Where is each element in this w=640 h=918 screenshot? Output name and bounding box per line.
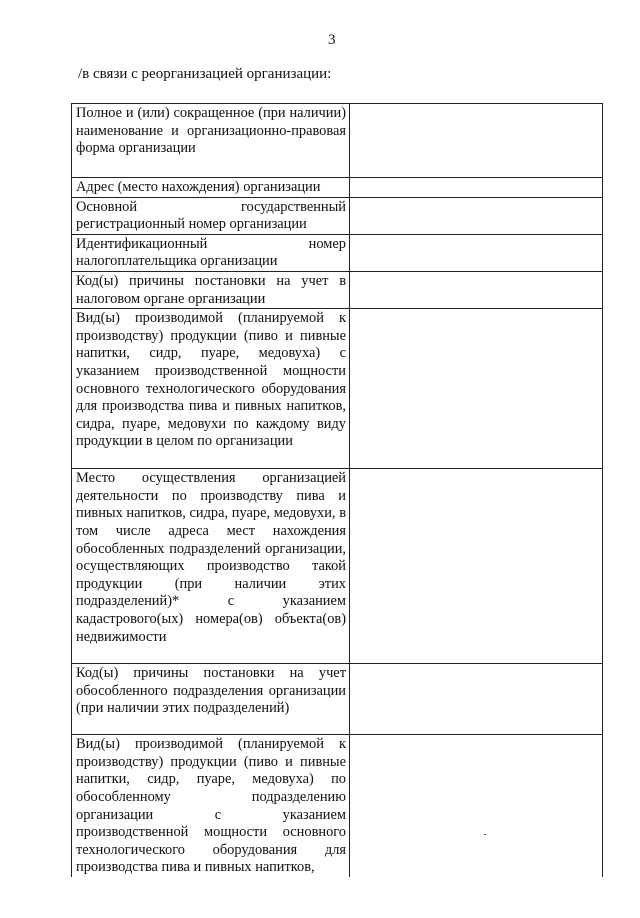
row-value-kpp[interactable] <box>350 271 603 308</box>
table-row <box>72 234 603 271</box>
table-row <box>72 735 603 877</box>
intro-text: /в связи с реорганизацией организации: <box>78 66 332 82</box>
table-row <box>72 469 603 664</box>
row-label-ogrn: Основной государственный регистрационный номер организации <box>72 197 350 234</box>
row-value-product-types[interactable] <box>350 309 603 469</box>
row-value-inn[interactable] <box>350 234 603 271</box>
row-value-address[interactable] <box>350 178 603 198</box>
row-value-branch-product-types[interactable] <box>350 735 603 877</box>
row-value-production-place[interactable] <box>350 469 603 664</box>
row-label-branch-product-types: Вид(ы) производимой (планируемой к производству) продукции (пиво и пивные напитки, сидр, пуаре, медовуха) по обособленному подразделению организации с указанием производственной мощности основного технологического оборудования для производства пива и пивных напитков, <box>72 735 350 877</box>
table-row <box>72 271 603 308</box>
organization-info-table <box>71 103 603 877</box>
row-label-product-types: Вид(ы) производимой (планируемой к производству) продукции (пиво и пивные напитки, сидр, пуаре, медовуха) с указанием производственной мощности основного технологического оборудования для производства пива и пивных напитков, сидра, пуаре, медовухи по каждому виду продукции в целом по организации <box>72 309 350 469</box>
row-label-full-name: Полное и (или) сокращенное (при наличии) наименование и организационно-правовая форма организации <box>72 104 350 178</box>
table-row <box>72 197 603 234</box>
table-row <box>72 309 603 469</box>
table-row <box>72 104 603 178</box>
form-table-wrapper <box>71 103 603 918</box>
row-value-ogrn[interactable] <box>350 197 603 234</box>
row-label-branch-kpp: Код(ы) причины постановки на учет обособленного подразделения организации (при наличии этих подразделений) <box>72 664 350 735</box>
scan-speck <box>484 834 486 835</box>
row-label-kpp: Код(ы) причины постановки на учет в налоговом органе организации <box>72 271 350 308</box>
row-value-branch-kpp[interactable] <box>350 664 603 735</box>
row-label-address: Адрес (место нахождения) организации <box>72 178 350 198</box>
row-label-inn: Идентификационный номер налогоплательщика организации <box>72 234 350 271</box>
table-row <box>72 664 603 735</box>
row-label-production-place: Место осуществления организацией деятельности по производству пива и пивных напитков, сидра, пуаре, медовухи, в том числе адреса мест нахождения обособленных подразделений организации, осуществляющих производство такой продукции (при наличии этих подразделений)* с указанием кадастрового(ых) номера(ов) объекта(ов) недвижимости <box>72 469 350 664</box>
row-value-full-name[interactable] <box>350 104 603 178</box>
page-number: 3 <box>328 32 336 48</box>
table-row <box>72 178 603 198</box>
